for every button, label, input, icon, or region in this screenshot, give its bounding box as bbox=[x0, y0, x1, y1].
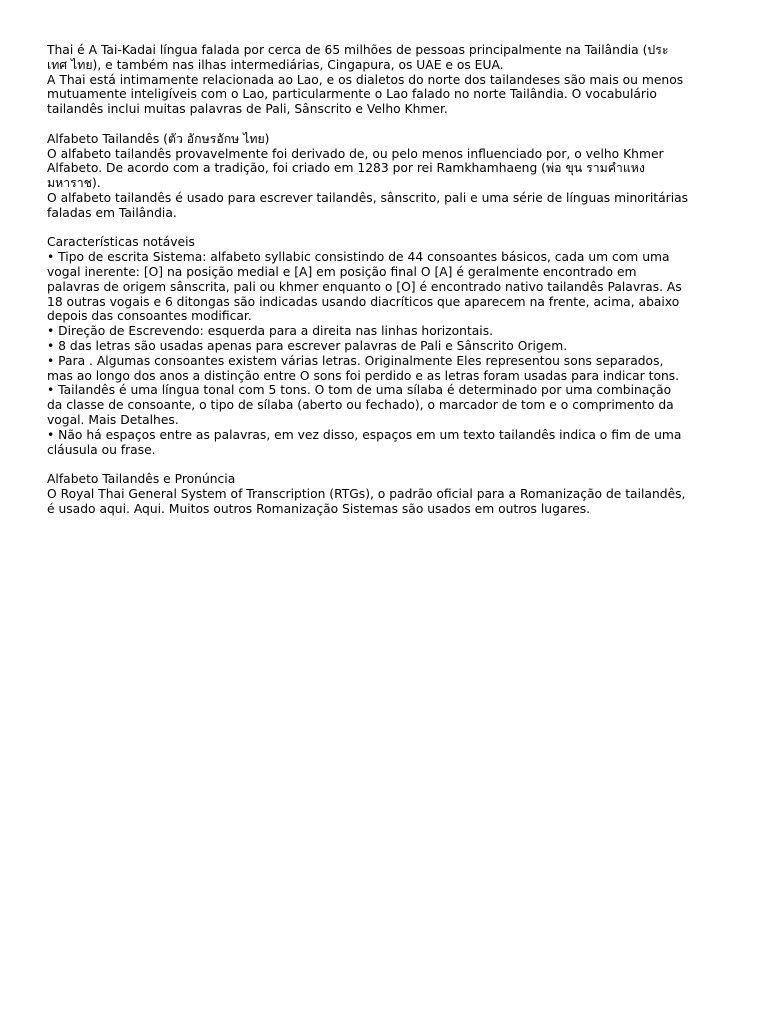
bullet-line: • Tipo de escrita Sistema: alfabeto syllabic consistindo de 44 consoantes básicos, cada um com uma bbox=[47, 250, 670, 265]
features-section bbox=[47, 235, 723, 457]
text-line: 18 outras vogais e 6 ditongas são indicadas usando diacríticos que aparecem na frente, acima, abaixo bbox=[47, 294, 680, 309]
text-line: เทศ ไทย), e também nas ilhas intermediárias, Cingapura, os UAE e os EUA. bbox=[47, 57, 504, 72]
document-body bbox=[47, 43, 723, 517]
text-line: มหาราช). bbox=[47, 176, 101, 191]
bullet-line: • Direção de Escrevendo: esquerda para a direita nas linhas horizontais. bbox=[47, 324, 494, 339]
alphabet-section bbox=[47, 132, 723, 221]
text-line: palavras de origem sânscrita, pali ou khmer enquanto o [O] é encontrado nativo tailandês Palavras. As bbox=[47, 279, 682, 294]
text-line: vogal inerente: [O] na posição medial e [A] em posição final O [A] é geralmente encontrado em bbox=[47, 264, 637, 279]
text-line: cláusula ou frase. bbox=[47, 442, 156, 457]
section-heading: Alfabeto Tailandês (ตัว อักษรอักษ ไทย) bbox=[47, 131, 270, 146]
text-line: O Royal Thai General System of Transcription (RTGs), o padrão oficial para a Romanização de tailandês, bbox=[47, 486, 686, 501]
text-line: A Thai está intimamente relacionada ao Lao, e os dialetos do norte dos tailandeses são mais ou menos bbox=[47, 72, 684, 87]
text-line: faladas em Tailândia. bbox=[47, 205, 177, 220]
paragraph-gap bbox=[47, 117, 723, 132]
text-line: tailandês inclui muitas palavras de Pali, Sânscrito e Velho Khmer. bbox=[47, 102, 448, 117]
text-line: Thai é A Tai-Kadai língua falada por cerca de 65 milhões de pessoas principalmente na Tailândia (ประ bbox=[47, 43, 669, 57]
text-line: O alfabeto tailandês provavelmente foi derivado de, ou pelo menos influenciado por, o velho Khmer bbox=[47, 146, 664, 161]
bullet-line: • 8 das letras são usadas apenas para escrever palavras de Pali e Sânscrito Origem. bbox=[47, 338, 568, 353]
text-line: depois das consoantes modificar. bbox=[47, 309, 252, 324]
bullet-line: • Não há espaços entre as palavras, em vez disso, espaços em um texto tailandês indica o fim de uma bbox=[47, 427, 682, 442]
pronunciation-section bbox=[47, 472, 723, 516]
text-line: vogal. Mais Detalhes. bbox=[47, 412, 179, 427]
text-line: mutuamente inteligíveis com o Lao, particularmente o Lao falado no norte Tailândia. O vocabulário bbox=[47, 87, 657, 102]
text-line: Alfabeto. De acordo com a tradição, foi criado em 1283 por rei Ramkhamhaeng (พ่อ ขุน รามคำแหง bbox=[47, 161, 645, 176]
paragraph-gap bbox=[47, 221, 723, 236]
paragraph-gap bbox=[47, 457, 723, 472]
text-line: mas ao longo dos anos a distinção entre O sons foi perdido e as letras foram usadas para indicar tons. bbox=[47, 368, 680, 383]
section-heading: Alfabeto Tailandês e Pronúncia bbox=[47, 472, 236, 487]
bullet-line: • Tailandês é uma língua tonal com 5 tons. O tom de uma sílaba é determinado por uma combinação bbox=[47, 383, 672, 398]
section-heading: Características notáveis bbox=[47, 235, 195, 250]
text-line: O alfabeto tailandês é usado para escrever tailandês, sânscrito, pali e uma série de línguas minoritárias bbox=[47, 190, 689, 205]
bullet-line: • Para . Algumas consoantes existem várias letras. Originalmente Eles representou sons separados, bbox=[47, 353, 664, 368]
text-line: é usado aqui. Aqui. Muitos outros Romanização Sistemas são usados em outros lugares. bbox=[47, 501, 591, 516]
intro-paragraph bbox=[47, 43, 723, 117]
text-line: da classe de consoante, o tipo de sílaba (aberto ou fechado), o marcador de tom e o comprimento da bbox=[47, 398, 674, 413]
